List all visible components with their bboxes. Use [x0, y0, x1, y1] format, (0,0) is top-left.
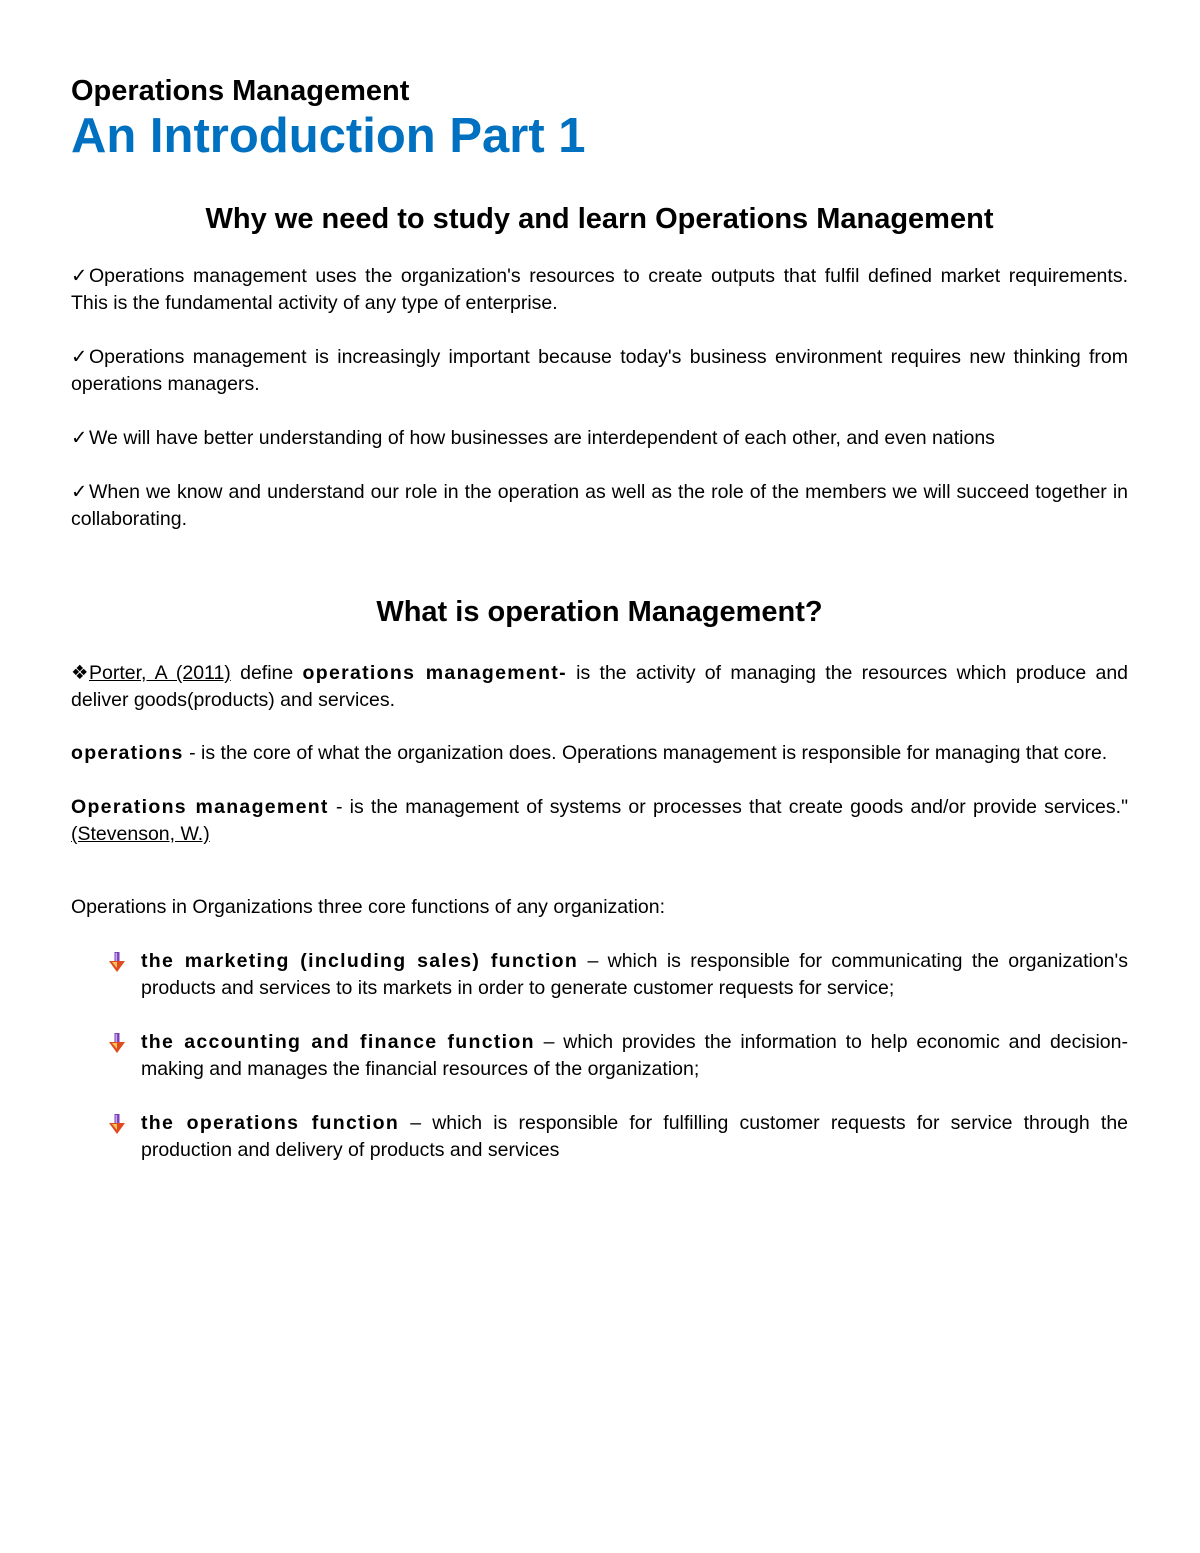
checkmark-icon: ✓	[71, 481, 88, 503]
function-term: the accounting and finance function	[141, 1031, 535, 1053]
function-text: – which is responsible for communicating the organization's products and services to its markets in order to generate customer requests for service;	[141, 950, 1129, 999]
om-definition	[71, 794, 1128, 848]
stevenson-citation: (Stevenson, W.)	[71, 823, 210, 845]
document-title: An Introduction Part 1	[71, 109, 586, 163]
why-point-2	[71, 344, 1128, 398]
down-arrow-bullet-icon	[109, 952, 125, 972]
why-point-text: Operations management uses the organization's resources to create outputs that fulfil defined market requirements. This is the fundamental activity of any type of enterprise.	[71, 265, 1128, 314]
checkmark-icon: ✓	[71, 265, 88, 287]
porter-definition-text: is the activity of managing the resources which produce and deliver goods(products) and services.	[71, 662, 1129, 711]
checkmark-icon: ✓	[71, 427, 88, 449]
down-arrow-bullet-icon	[109, 1114, 125, 1134]
document-kicker: Operations Management	[71, 75, 410, 107]
down-arrow-bullet-icon	[109, 1033, 125, 1053]
diamond-bullet-icon: ❖	[71, 662, 89, 684]
function-text: – which is responsible for fulfilling customer requests for service through the production and delivery of products and services	[141, 1112, 1129, 1161]
porter-define-word: define	[240, 662, 294, 684]
why-point-4	[71, 479, 1128, 533]
function-term: the marketing (including sales) function	[141, 950, 579, 972]
function-item-marketing	[71, 948, 1128, 1002]
why-point-text: Operations management is increasingly important because today's business environment requires new thinking from operations managers.	[71, 346, 1128, 395]
function-item-operations	[71, 1110, 1128, 1164]
functions-intro: Operations in Organizations three core functions of any organization:	[71, 896, 666, 918]
function-text: – which provides the information to help economic and decision-making and manages the financial resources of the organization;	[141, 1031, 1128, 1080]
operations-term: operations	[71, 742, 184, 764]
why-point-text: We will have better understanding of how businesses are interdependent of each other, and even nations	[89, 427, 995, 449]
porter-definition	[71, 660, 1128, 714]
om-term: Operations management	[71, 796, 329, 818]
why-point-1	[71, 263, 1128, 317]
porter-term: operations management-	[302, 662, 567, 684]
function-term: the operations function	[141, 1112, 400, 1134]
function-item-accounting	[71, 1029, 1128, 1083]
operations-definition	[71, 740, 1128, 767]
porter-citation: Porter, A (2011)	[89, 662, 231, 684]
why-point-text: When we know and understand our role in the operation as well as the role of the members we will succeed together in collaborating.	[71, 481, 1128, 530]
why-point-3	[71, 425, 1128, 452]
checkmark-icon: ✓	[71, 346, 88, 368]
section-heading-what: What is operation Management?	[376, 596, 823, 628]
section-heading-why: Why we need to study and learn Operations Management	[205, 203, 994, 235]
om-definition-text: - is the management of systems or processes that create goods and/or provide services."	[335, 796, 1128, 818]
functions-list	[71, 948, 1128, 1164]
operations-definition-text: - is the core of what the organization does. Operations management is responsible for managing that core.	[189, 742, 1108, 764]
